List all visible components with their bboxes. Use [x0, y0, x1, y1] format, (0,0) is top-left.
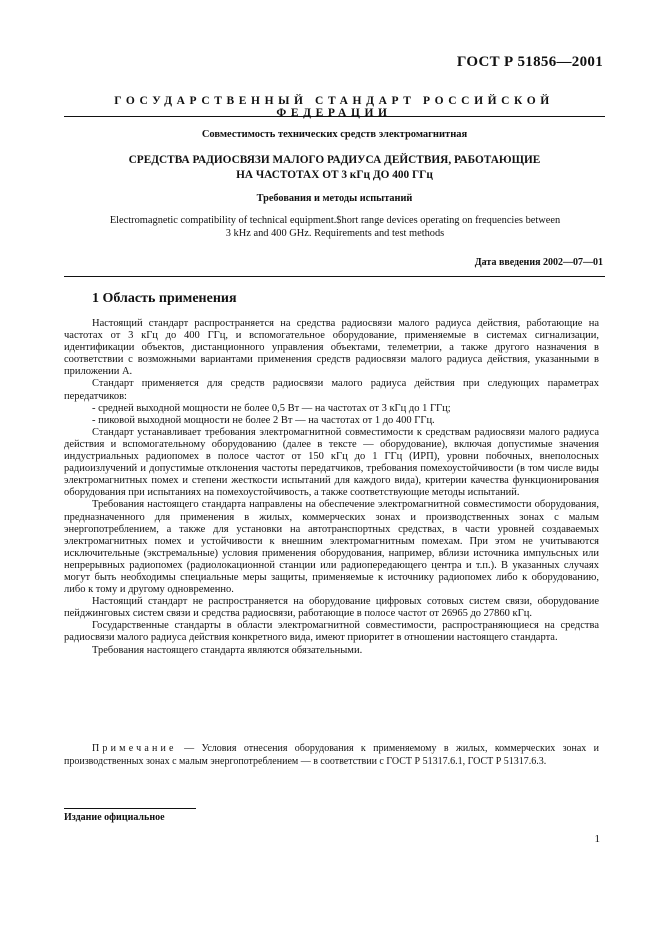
paragraph: Стандарт применяется для средств радиосвязи малого радиуса действия при следующих параметрах передатчиков: [64, 378, 599, 402]
official-edition: Издание официальное [64, 812, 165, 823]
paragraph: Требования настоящего стандарта являются обязательными. [92, 644, 363, 656]
middle-divider [64, 276, 605, 277]
list-item: - пиковой выходной мощности не более 2 Вт — на частотах от 1 до 400 ГГц. [92, 414, 435, 426]
note [64, 743, 599, 768]
note-label: Примечание [92, 743, 177, 754]
gost-code: ГОСТ Р 51856—2001 [456, 54, 603, 70]
english-title-line-2: 3 kHz and 400 GHz. Requirements and test methods [225, 228, 445, 239]
english-title-line-1: Electromagnetic compatibility of technical equipment.$hort range devices operating on frequencies between [109, 215, 561, 226]
section-body [64, 318, 599, 657]
subtitle-bottom: Требования и методы испытаний [256, 193, 413, 204]
paragraph: Государственные стандарты в области электромагнитной совместимости, распространяющиеся на средства радиосвязи малого радиуса действия конкретного вида, имеют приоритет в отношении настоящего стандарта. [64, 620, 599, 644]
state-standard-banner: ГОСУДАРСТВЕННЫЙ СТАНДАРТ РОССИЙСКОЙ ФЕДЕРАЦИИ [114, 95, 554, 119]
main-title-line-2: НА ЧАСТОТАХ ОТ 3 кГц ДО 400 ГГц [236, 169, 433, 181]
top-divider [64, 116, 605, 117]
main-title [64, 153, 605, 183]
bottom-divider [64, 808, 196, 809]
english-title [70, 214, 600, 240]
paragraph: Стандарт устанавливает требования электромагнитной совместимости к средствам радиосвязи малого радиуса действия и вспомогательному оборудованию (далее в тексте — оборудование), включая допустимые значения индустриальных радиопомех в полосе частот от 150 кГц до 1 ГГц (ИРП), уровни побочных, внеполосных радиоизлучений и допустимые отклонения частоты передатчиков, требования помехоустойчивости (в том числе виды электромагнитных помех и степени жесткости испытаний для каждого вида), критерии качества функционирования оборудования при испытаниях на помехоустойчивость, а также соответствующие методы испытаний. [64, 426, 599, 499]
paragraph: Настоящий стандарт не распространяется на оборудование цифровых сотовых систем связи, оборудование пейджинговых систем связи и средства радиосвязи, работающие в полосе частот от 26965 до 27860 кГц. [64, 596, 599, 620]
paragraph: Требования настоящего стандарта направлены на обеспечение электромагнитной совместимости оборудования, предназначенного для применения в жилых, коммерческих зонах и производственных зонах с малым энергопотреблением, а также для установки на автотранспортных средствах, в части уровней создаваемых электромагнитных помех и устойчивости к внешним электромагнитным помехам. При этом не учитываются исключительные (экстремальные) условия применения оборудования, например, вблизи источника импульсных или непрерывных радиопомех (радиолокационной станции или радиопередающего центра и т.п.). В указанных случаях могут быть необходимы специальные меры защиты, применяемые к источнику радиопомех либо к оборудованию, либо к тому и другому одновременно. [64, 499, 599, 596]
page-number: 1 [594, 833, 600, 845]
main-title-line-1: СРЕДСТВА РАДИОСВЯЗИ МАЛОГО РАДИУСА ДЕЙСТВИЯ, РАБОТАЮЩИЕ [128, 154, 541, 166]
section-heading: 1 Область применения [92, 291, 237, 306]
subtitle-top: Совместимость технических средств электромагнитная [201, 129, 468, 140]
note-text: — Условия отнесения оборудования к применяемому в жилых, коммерческих зонах и производственных зонах с малым энергопотреблением — в соответствии с ГОСТ Р 51317.6.1, ГОСТ Р 51317.6.3. [64, 743, 599, 767]
paragraph: Настоящий стандарт распространяется на средства радиосвязи малого радиуса действия, работающие на частотах от 3 кГц до 400 ГГц, и вспомогательное оборудование, применяемые в системах сигнализации, идентификации объектов, дистанционного управления объектами, телеметрии, а также другого назначения в соответствии с возможными вариантами применения средств радиосвязи малого радиуса действия, указанными в приложении А. [64, 318, 599, 378]
list-item: - средней выходной мощности не более 0,5 Вт — на частотах от 3 кГц до 1 ГГц; [92, 402, 451, 414]
date-introduced: Дата введения 2002—07—01 [474, 257, 603, 268]
